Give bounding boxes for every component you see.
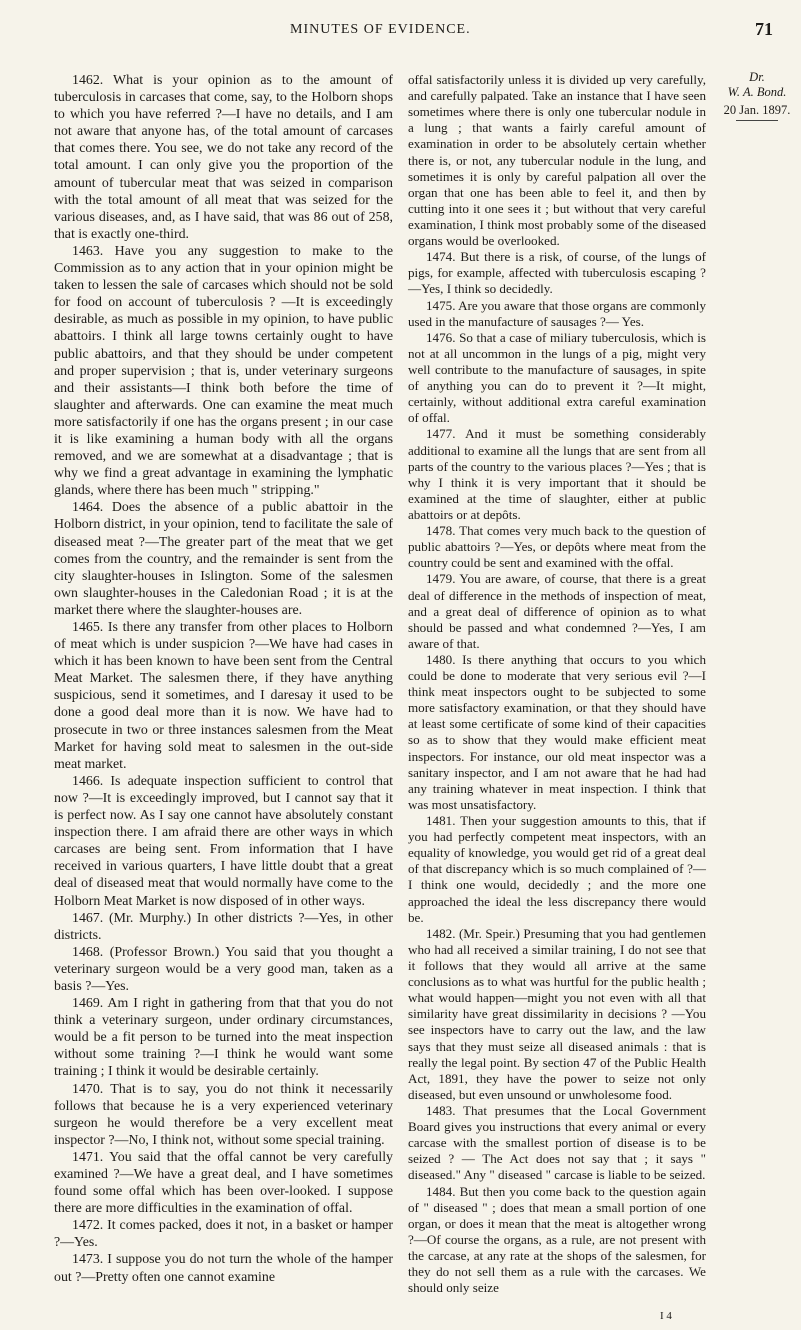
question-paragraph: 1471. You said that the offal cannot be very carefully examined ?—We have a great deal, and I have sometimes found some offal which has been over-looked. I suppose there are more difficulties in the examination of offal. — [54, 1149, 393, 1217]
question-paragraph: 1475. Are you aware that those organs are commonly used in the manufacture of sausages ?— Yes. — [408, 297, 706, 329]
witness-name: W. A. Bond. — [727, 85, 787, 99]
signature-mark: I 4 — [660, 1310, 672, 1322]
margin-rule — [736, 120, 778, 121]
witness-title: Dr. — [749, 70, 765, 84]
question-paragraph: 1484. But then you come back to the question again of " diseased " ; does that mean a small portion of one organ, or does it mean that the meat is altogether wrong ?—Of course the organs, as a rule, are not present with the carcase, at any rate at the shops of the salesmen, for they do not sell them as a rule with the carcases. We should only seize — [408, 1183, 706, 1296]
evidence-date: 20 Jan. 1897. — [723, 103, 791, 117]
page-header — [0, 19, 801, 52]
question-paragraph: 1470. That is to say, you do not think it necessarily follows that because he is a very experienced veterinary surgeon he would therefore be a very excellent meat inspector ?—No, I think not, without some special training. — [54, 1081, 393, 1148]
question-paragraph: 1466. Is adequate inspection sufficient to control that now ?—It is exceedingly improved, but I cannot say that it is perfect now. As I say one cannot have absolutely constant inspection there. I am afraid there are other ways in which carcases are being sent. From information that I have received in various quarters, I have little doubt that a great deal of diseased meat that would normally have come to the Holborn Meat Market is now disposed of in other ways. — [54, 773, 393, 909]
page-number: 71 — [755, 19, 773, 39]
question-paragraph: 1477. And it must be something considerably additional to examine all the lungs that are sent from all parts of the country to the various places ?—Yes ; that is why I think it is very important that it should be examined at the time of slaughter, either at public abattoirs or at depôts. — [408, 426, 706, 522]
question-paragraph: 1481. Then your suggestion amounts to this, that if you had perfectly competent meat inspectors, with an equality of knowledge, you would get rid of a great deal of that discrepancy which is so much complained of ?—I think one would, decidedly ; and the more one approached the ideal the less discrepancy there would be. — [408, 813, 706, 925]
question-paragraph: 1467. (Mr. Murphy.) In other districts ?—Yes, in other districts. — [54, 910, 393, 943]
question-paragraph: 1476. So that a case of miliary tuberculosis, which is not at all uncommon in the lungs of a pig, might very well contribute to the manufacture of sausages, in spite of anything you can do to prevent it ?—It might, certainly, without additional extra careful examination of offal. — [408, 329, 706, 426]
running-head: MINUTES OF EVIDENCE. — [290, 22, 471, 37]
witness-margin-note — [716, 70, 798, 121]
right-column — [408, 72, 706, 1296]
question-paragraph: 1483. That presumes that the Local Government Board gives you instructions that every animal or every carcase with the smallest portion of disease is to be seized ? — The Act does not say that ; it says " diseased." Any " diseased " carcase is liable to be seized. — [408, 1103, 706, 1183]
question-paragraph: 1469. Am I right in gathering from that that you do not think a veterinary surgeon, under ordinary circumstances, would be a fit person to be turned into the meat inspection without some training ?—I think he would want some training ; I think it would be desirable certainly. — [54, 996, 393, 1080]
question-paragraph: 1482. (Mr. Speir.) Presuming that you had gentlemen who had all received a similar training, I do not see that it follows that they would all arrive at the same conclusions as to what was hurtful for the public health ; what would happen—might you not even with all that similarity have great dissimilarity in decisions ? —You see inspectors have to carry out the law, and the law says that they must seize all diseased animals : that is really the legal point. By section 47 of the Public Health Act, 1891, they have the power to seize not only diseased, but even unsound or unwholesome food. — [408, 925, 706, 1102]
question-paragraph: 1462. What is your opinion as to the amount of tuberculosis in carcases that come, say, to the Holborn shops to which you have referred ?—I have no details, and I am not aware that anyone has, of the total amount of carcases that comes there. You see, we do not take any record of the total amount. I can only give you the proportion of the amount of tubercular meat that was seized in comparison with the total amount of all meat that was seized for the various diseases, and, as I have said, that was 86 out of 258, that is exactly one-third. — [54, 73, 393, 242]
question-paragraph: 1479. You are aware, of course, that there is a great deal of difference in the methods of inspection of meat, and a great deal of difference of opinion as to what should be passed and what condemned ?—Yes, I am aware of that. — [408, 571, 706, 651]
question-paragraph: 1465. Is there any transfer from other places to Holborn of meat which is under suspicion ?—We have had cases in which it has been known to have been sent from the Central Meat Market. The salesmen there, if they have anything suspicious, send it sometimes, and I daresay it used to be done a good deal more than it is now. We have had to prosecute in two or three instances salesmen from the Meat Market for having sold meat to salesmen in the out-side meat market. — [54, 620, 393, 772]
question-paragraph: 1472. It comes packed, does it not, in a basket or hamper ?—Yes. — [54, 1218, 393, 1251]
continued-paragraph: offal satisfactorily unless it is divided up very carefully, and carefully palpated. Take an instance that I have seen sometimes where there is only one tubercular nodule in a lung ; that wants a fairly careful amount of examination in order to be absolutely certain whether there is, or not, any tubercular nodule in the lung, and sometimes it is only by careful palpation all over the organ that one has been able to feel it, and then by cutting into it one sees it ; but without that very careful examination, I think most probably some of the diseased organs would be overlooked. — [408, 72, 706, 249]
question-paragraph: 1463. Have you any suggestion to make to the Commission as to any action that in your opinion might be taken to lessen the sale of carcases which should not be sold for food on account of tuberculosis ? —It is exceedingly desirable, as much as possible in my opinion, to have public abattoirs. I think all large towns certainly ought to have public abattoirs, and that they should be under competent and proper supervision ; that is, under veterinary surgeons and their assistants—I think both before the time of slaughter and afterwards. One can examine the meat much more satisfactorily if one has the organs present ; in our case it is like examining a human body with all the organs removed, and we are somewhat at a disadvantage ; that is why we find a great advantage in examining the lymphatic glands, where there has been much " stripping." — [54, 243, 393, 499]
question-paragraph: 1478. That comes very much back to the question of public abattoirs ?—Yes, or depôts where meat from the country could be sent and examined with the offal. — [408, 523, 706, 571]
left-column — [54, 72, 393, 1286]
question-paragraph: 1480. Is there anything that occurs to you which could be done to moderate that very serious evil ?—I think meat inspectors ought to be subjected to some more satisfactory examination, or that they should have at least some certificate of some kind of their capacities so as to show that they would make efficient meat inspectors. For instance, our old meat inspector was a sanitary inspector, and I am not aware that he had had any training whatever in meat inspection. I think that was most unsatisfactory. — [408, 651, 706, 812]
question-paragraph: 1474. But there is a risk, of course, of the lungs of pigs, for example, affected with tuberculosis escaping ? —Yes, I think so decidedly. — [408, 249, 706, 297]
question-paragraph: 1473. I suppose you do not turn the whole of the hamper out ?—Pretty often one cannot examine — [54, 1252, 393, 1285]
question-paragraph: 1464. Does the absence of a public abattoir in the Holborn district, in your opinion, tend to facilitate the sale of diseased meat ?—The greater part of the meat that we get comes from the country, and the remainder is sent from the city slaughter-houses in Islington. Some of the salesmen own slaughter-houses in the Caledonian Road ; it is at the market there where the slaughter-houses are. — [54, 500, 393, 618]
question-paragraph: 1468. (Professor Brown.) You said that you thought a veterinary surgeon would be a very good man, taken as a basis ?—Yes. — [54, 944, 393, 994]
